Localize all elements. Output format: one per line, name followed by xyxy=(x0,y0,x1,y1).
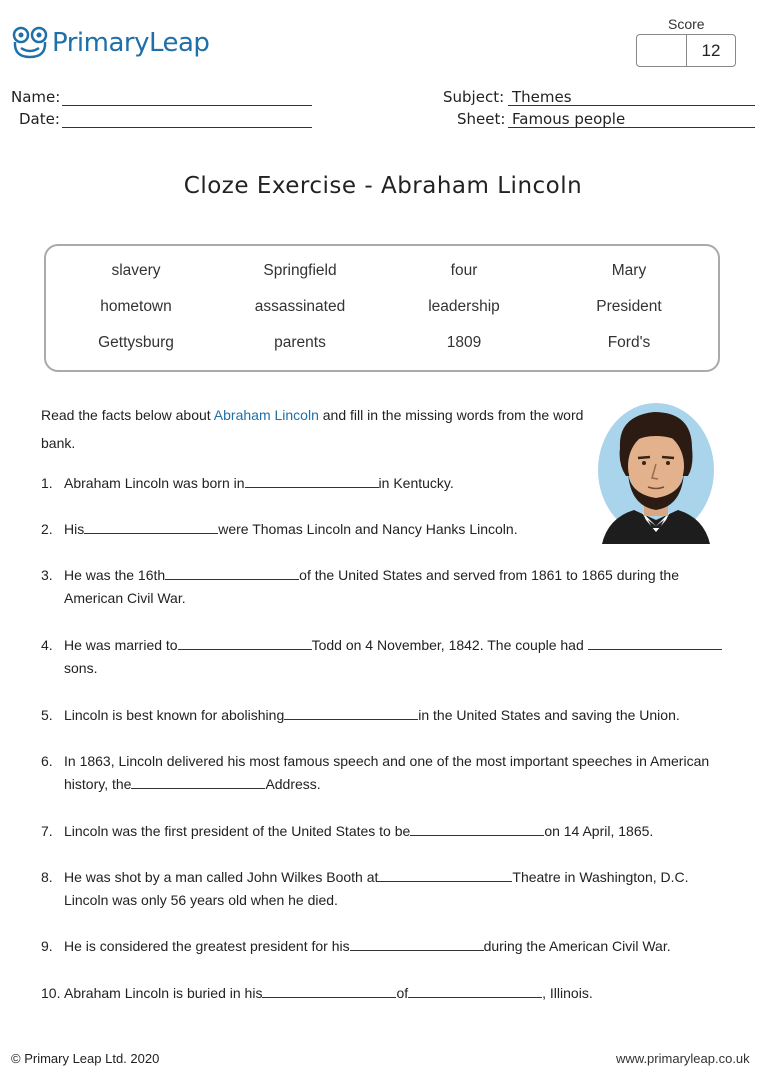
question-text: Lincoln was the first president of the United States to be on 14 April, 1865. xyxy=(64,823,654,839)
question-number: 9. xyxy=(41,938,53,954)
question-text: sons. xyxy=(64,660,98,676)
word-bank-item: Ford's xyxy=(607,334,651,351)
question-text: In 1863, Lincoln delivered his most famous speech and one of the most important speeches in American xyxy=(64,753,710,769)
word-bank xyxy=(44,244,720,372)
word-bank-item: Gettysburg xyxy=(98,334,174,351)
question-text: He was married to Todd on 4 November, 1842. The couple had xyxy=(64,634,722,657)
question-text: Lincoln was only 56 years old when he died. xyxy=(64,892,338,908)
subject-label: Subject: xyxy=(443,88,505,106)
name-label: Name: xyxy=(11,88,61,106)
word-bank-item: hometown xyxy=(100,298,172,315)
question-number: 8. xyxy=(41,869,53,885)
question-text: Abraham Lincoln was born in in Kentucky. xyxy=(64,475,454,491)
word-bank-item: leadership xyxy=(428,298,500,315)
question-text: Abraham Lincoln is buried in his of , Illinois. xyxy=(64,985,593,1001)
question-text: Lincoln is best known for abolishing in the United States and saving the Union. xyxy=(64,707,680,723)
question-5 xyxy=(41,704,741,727)
answer-blank[interactable] xyxy=(588,636,722,650)
answer-blank[interactable] xyxy=(165,566,299,580)
intro-text: and fill in the missing words from the word bank. xyxy=(41,407,584,451)
question-9 xyxy=(41,935,741,958)
word-bank-item: four xyxy=(450,262,478,279)
question-text: His were Thomas Lincoln and Nancy Hanks Lincoln. xyxy=(64,521,518,537)
answer-blank[interactable] xyxy=(408,984,542,998)
question-number: 4. xyxy=(41,637,53,653)
name-field[interactable] xyxy=(62,88,312,106)
question-text: He was the 16th of the United States and served from 1861 to 1865 during the xyxy=(64,567,679,583)
word-bank-item: 1809 xyxy=(446,334,482,351)
answer-blank[interactable] xyxy=(262,984,396,998)
question-8 xyxy=(41,866,741,912)
word-bank-item: parents xyxy=(274,334,326,351)
question-number: 5. xyxy=(41,707,53,723)
answer-blank[interactable] xyxy=(84,520,218,534)
question-text: He was shot by a man called John Wilkes Booth at Theatre in Washington, D.C. xyxy=(64,869,689,885)
answer-blank[interactable] xyxy=(378,868,512,882)
instructions xyxy=(41,401,586,457)
page-title: Cloze Exercise - Abraham Lincoln xyxy=(183,173,583,199)
date-label: Date: xyxy=(19,110,60,128)
question-text: American Civil War. xyxy=(64,590,186,606)
question-number: 10. xyxy=(41,985,61,1001)
answer-blank[interactable] xyxy=(410,822,544,836)
word-bank-item: Springfield xyxy=(263,262,337,279)
sheet-field: Famous people xyxy=(508,110,755,128)
primaryleap-logo xyxy=(12,26,209,60)
word-bank-item: Mary xyxy=(611,262,647,279)
question-1 xyxy=(41,472,721,495)
sheet-label: Sheet: xyxy=(457,110,506,128)
question-text: history, the Address. xyxy=(64,776,321,792)
score-entry-cell[interactable] xyxy=(637,35,687,66)
lincoln-link[interactable]: Abraham Lincoln xyxy=(213,407,319,423)
subject-field: Themes xyxy=(508,88,755,106)
answer-blank[interactable] xyxy=(178,636,312,650)
question-2 xyxy=(41,518,721,541)
question-number: 7. xyxy=(41,823,53,839)
answer-blank[interactable] xyxy=(284,706,418,720)
question-number: 3. xyxy=(41,567,53,583)
question-6 xyxy=(41,750,741,796)
intro-text: Read the facts below about xyxy=(41,407,214,423)
date-field[interactable] xyxy=(62,110,312,128)
score-label: Score xyxy=(668,16,705,32)
question-4 xyxy=(41,634,741,680)
answer-blank[interactable] xyxy=(245,474,379,488)
website-link[interactable]: www.primaryleap.co.uk xyxy=(616,1051,750,1066)
question-7 xyxy=(41,820,741,843)
question-number: 2. xyxy=(41,521,53,537)
question-10 xyxy=(41,982,741,1005)
copyright-text: © Primary Leap Ltd. 2020 xyxy=(11,1051,160,1066)
word-bank-item: President xyxy=(596,298,662,315)
score-value: 12 xyxy=(701,41,721,60)
answer-blank[interactable] xyxy=(131,775,265,789)
answer-blank[interactable] xyxy=(350,937,484,951)
score-box xyxy=(636,34,736,67)
question-text: He is considered the greatest president for his during the American Civil War. xyxy=(64,938,671,954)
frog-icon xyxy=(12,26,48,60)
brand-name: PrimaryLeap xyxy=(52,28,210,58)
question-number: 1. xyxy=(41,475,53,491)
word-bank-item: assassinated xyxy=(254,298,346,315)
word-bank-item: slavery xyxy=(111,262,161,279)
question-number: 6. xyxy=(41,753,53,769)
question-3 xyxy=(41,564,741,610)
